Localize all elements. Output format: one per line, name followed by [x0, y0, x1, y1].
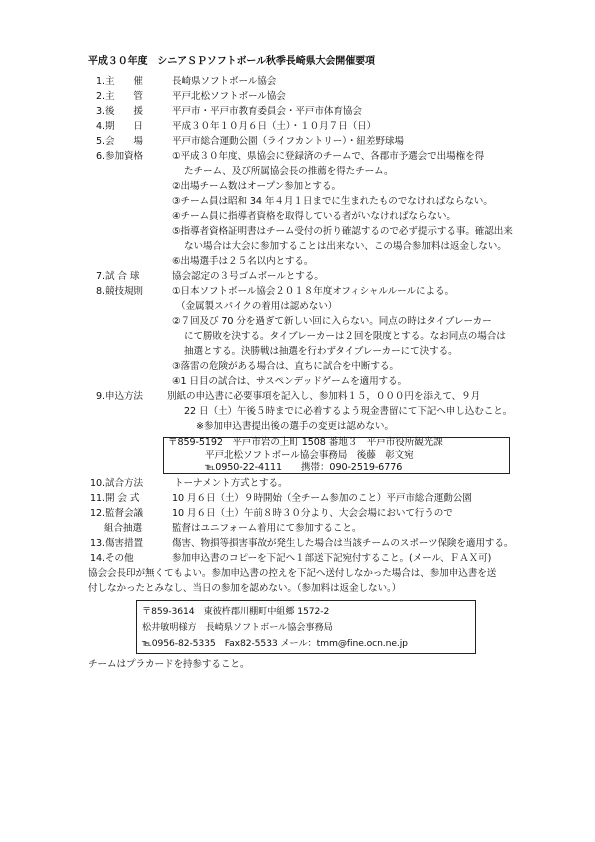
- page-title: 平成３０年度 シニアＳＰソフトボール秋季長崎県大会開催要項: [88, 56, 375, 67]
- item-12-label: 12.監督会議: [90, 508, 143, 519]
- item-4-value: 平成３０年１０月６日（土）・１０月７日（日）: [172, 121, 377, 132]
- rules-line: にて勝敗を決する。タイブレーカーは２回を限度とする。なお同点の場合は: [184, 331, 506, 342]
- item-5-value: 平戸市総合運動公園（ライフカントリー）・紐差野球場: [172, 136, 404, 147]
- item-9-value: 別紙の申込書に必要事項を記入し、参加料１５，０００円を添えて、９月: [167, 391, 481, 402]
- item-13-value: 傷害、物損等損害事故が発生した場合は当該チームのスポーツ保険を適用する。: [172, 538, 514, 549]
- item-4-label: 4.期 日: [96, 121, 143, 132]
- item-5-label: 5.会 場: [96, 136, 143, 147]
- apply-address-line: 〒859-5192 平戸市岩の上町 1508 番地３ 平戸市役所観光課: [168, 437, 443, 448]
- rules-line: （金属製スパイクの着用は認めない）: [176, 301, 338, 312]
- rules-line: ③落雷の危険がある場合は、直ちに試合を中断する。: [172, 361, 399, 372]
- item-6-label: 6.参加資格: [96, 151, 143, 162]
- eligibility-line: ③チーム員は昭和 34 年４月１日までに生まれたものでなければならない。: [172, 196, 493, 207]
- item-2-value: 平戸北松ソフトボール協会: [172, 91, 286, 102]
- apply-address-line: ℡0950-22-4111 携帯：090-2519-6776: [205, 462, 403, 473]
- eligibility-line: ない場合は大会に参加することは出来ない、この場合参加料は返金しない。: [184, 241, 507, 252]
- eligibility-line: ⑤指導者資格証明書はチーム受付の折り確認するので必ず提示する事。確認出来: [172, 226, 513, 237]
- item-11-label: 11.開 会 式: [90, 493, 140, 504]
- item-2-label: 2.主 管: [96, 91, 143, 102]
- rules-line: ②７回及び 70 分を過ぎて新しい回に入らない。同点の時はタイブレーカー: [172, 316, 492, 327]
- apply-address-line: 平戸北松ソフトボール協会事務局 後藤 彰文宛: [205, 450, 414, 461]
- footer-note: チームはプラカードを持参すること。: [88, 659, 250, 670]
- item-3-label: 3.後 援: [96, 106, 143, 117]
- item-7-label: 7.試 合 球: [96, 271, 140, 282]
- item-1-label: 1.主 催: [96, 76, 143, 87]
- contact-line: ℡0956-82-5335 Fax82-5533 メール：tmm@fine.ocn.ne.jp: [142, 638, 408, 649]
- item-3-value: 平戸市・平戸市教育委員会・平戸市体育協会: [172, 106, 362, 117]
- item-1-value: 長崎県ソフトボール協会: [172, 76, 277, 87]
- other-line: 付しなかったとみなし、当日の参加を認めない。（参加料は返金しない。）: [88, 583, 402, 594]
- item-10-value: トーナメント方式とする。: [174, 478, 288, 489]
- contact-line: 〒859-3614 東彼杵郡川棚町中組郷 1572-2: [142, 606, 330, 617]
- item-12-value: 10 月６日（土）午前８時３０分より、大会会場において行うので: [172, 508, 453, 519]
- eligibility-line: ④チーム員に指導者資格を取得している者がいなければならない。: [172, 211, 456, 222]
- item-6-value: ①平成３０年度、県協会に登録済のチームで、各郡市予選会で出場権を得: [172, 151, 485, 162]
- item-9-label: 9.申込方法: [96, 391, 143, 402]
- item-14-value: 参加申込書のコピーを下記へ１部送下記宛付すること。(メール、ＦＡＸ可): [172, 553, 492, 564]
- contact-line: 松井敏明様方 長崎県ソフトボール協会事務局: [142, 622, 333, 633]
- item-8-label: 8.競技規則: [96, 286, 143, 297]
- item-12b-label: 組合抽選: [104, 523, 142, 534]
- item-10-label: 10.試合方法: [90, 478, 143, 489]
- rules-line: ④1 日目の試合は、サスペンデッドゲームを適用する。: [172, 376, 408, 387]
- rules-line: 抽選とする。決勝戦は抽選を行わずタイブレーカーにて決する。: [184, 346, 458, 357]
- item-14-label: 14.その他: [90, 553, 134, 564]
- apply-line: 22 日（土）午後５時までに必着するよう現金書留にて下記へ申し込むこと。: [184, 406, 513, 417]
- other-line: 協会会長印が無くてもよい。参加申込書の控えを下記へ送付しなかった場合は、参加申込書を送: [88, 568, 497, 579]
- item-11-value: 10 月６日（土）９時開始（全チーム参加のこと）平戸市総合運動公園: [172, 493, 472, 504]
- eligibility-line: ②出場チーム数はオープン参加とする。: [172, 181, 342, 192]
- apply-line: ※参加申込書提出後の選手の変更は認めない。: [196, 421, 394, 432]
- item-13-label: 13.傷害措置: [90, 538, 143, 549]
- eligibility-line: ⑥出場選手は２５名以内とする。: [172, 256, 314, 267]
- item-8-value: ①日本ソフトボール協会２０１８年度オフィシャルルールによる。: [172, 286, 454, 297]
- item-7-value: 協会認定の３号ゴムボールとする。: [172, 271, 324, 282]
- item-12b-value: 監督はユニフォーム着用にて参加すること。: [172, 523, 362, 534]
- eligibility-line: たチーム、及び所属協会長の推薦を得たチーム。: [184, 166, 394, 177]
